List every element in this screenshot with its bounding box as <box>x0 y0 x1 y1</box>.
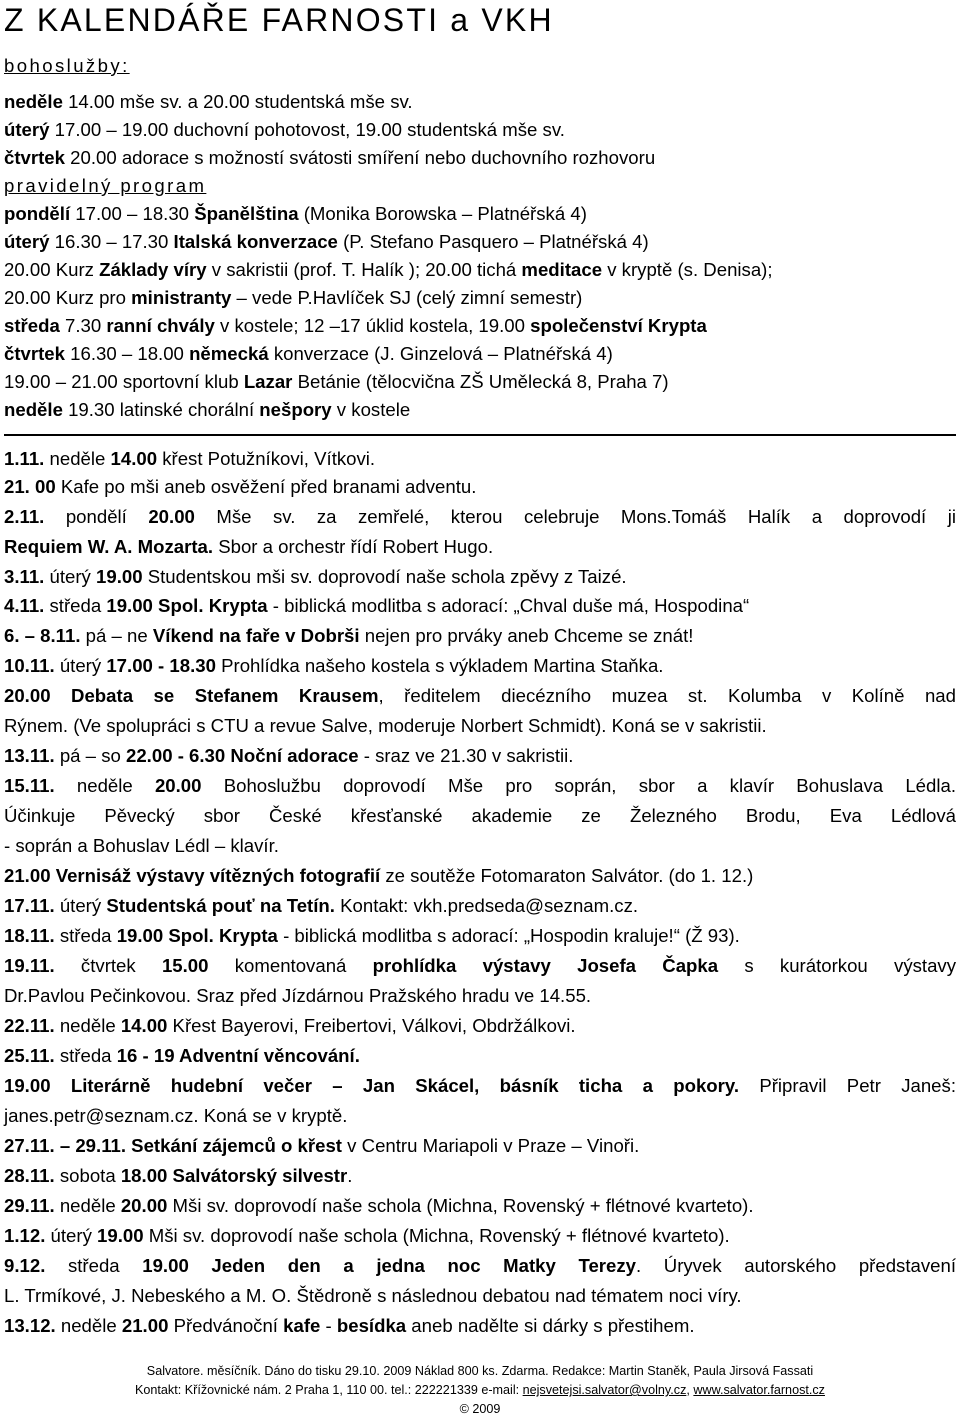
footer-copyright: © 2009 <box>459 1402 501 1416</box>
footer-imprint: Salvatore. měsíčník. Dáno do tisku 29.10. 2009 Náklad 800 ks. Zdarma. Redakce: Martin Staněk, Paula Jirsová Fassati <box>146 1364 814 1378</box>
event-29-11: 29.11. neděle 20.00 Mši sv. doprovodí naše schola (Michna, Rovenský + flétnové kvarteto). <box>4 1195 754 1216</box>
event-28-11: 28.11. sobota 18.00 Salvátorský silvestr. <box>4 1165 353 1186</box>
event-15-11-cont2: - soprán a Bohuslav Lédl – klavír. <box>4 835 279 856</box>
service-line-tuesday: úterý 17.00 – 19.00 duchovní pohotovost, 19.00 studentská mše sv. <box>4 119 565 140</box>
event-vernissage: 21.00 Vernisáž výstavy vítězných fotografií ze soutěže Fotomaraton Salvátor. (do 1. 12.) <box>4 865 754 886</box>
event-9-12-cont: L. Trmíkové, J. Nebeského a M. O. Štědroně s následnou debatou nad tématem noci víry. <box>4 1285 742 1306</box>
event-25-11-literary-cont: janes.petr@seznam.cz. Koná se v kryptě. <box>4 1105 348 1126</box>
event-15-11: 15.11. neděle 20.00 Bohoslužbu doprovodí Mše pro soprán, sbor a klavír Bohuslava Lédla. <box>4 775 956 796</box>
footer-email-link[interactable]: nejsvetejsi.salvator@volny.cz <box>522 1383 687 1397</box>
event-2-11-cont: Requiem W. A. Mozarta. Sbor a orchestr řídí Robert Hugo. <box>4 536 494 557</box>
service-line-thursday: čtvrtek 20.00 adorace s možností svátosti smíření nebo duchovního rozhovoru <box>4 147 656 168</box>
event-4-11: 4.11. středa 19.00 Spol. Krypta - biblická modlitba s adorací: „Chval duše má, Hospodina“ <box>4 595 750 616</box>
event-17-11: 17.11. úterý Studentská pouť na Tetín. Kontakt: vkh.predseda@seznam.cz. <box>4 895 639 916</box>
event-1-12: 1.12. úterý 19.00 Mši sv. doprovodí naše schola (Michna, Rovenský + flétnové kvarteto). <box>4 1225 730 1246</box>
program-line-monday: pondělí 17.00 – 18.30 Španělština (Monika Borowska – Platnéřská 4) <box>4 203 587 224</box>
program-line-sport: 19.00 – 21.00 sportovní klub Lazar Betánie (tělocvična ZŠ Umělecká 8, Praha 7) <box>4 371 669 392</box>
event-2-11: 2.11. pondělí 20.00 Mše sv. za zemřelé, kterou celebruje Mons.Tomáš Halík a doprovodí ji <box>4 506 956 527</box>
event-1-11-coffee: 21. 00 Kafe po mši aneb osvěžení před branami adventu. <box>4 476 477 497</box>
event-3-11: 3.11. úterý 19.00 Studentskou mši sv. doprovodí naše schola zpěvy z Taizé. <box>4 566 627 587</box>
section-divider <box>4 434 956 436</box>
footer-contact: Kontakt: Křížovnické nám. 2 Praha 1, 110 00. tel.: 222221339 e-mail: nejsvetejsi.salvator@volny.cz, www.salvator.farnost.cz <box>135 1383 825 1397</box>
footer-web-link[interactable]: www.salvator.farnost.cz <box>693 1383 825 1397</box>
event-9-12: 9.12. středa 19.00 Jeden den a jedna noc Matky Terezy. Úryvek autorského představení <box>4 1255 956 1276</box>
event-6-8-11: 6. – 8.11. pá – ne Víkend na faře v Dobrši nejen pro prváky aneb Chceme se znát! <box>4 625 694 646</box>
page-title: Z KALENDÁŘE FARNOSTI a VKH <box>4 2 554 38</box>
program-line-wednesday: středa 7.30 ranní chvály v kostele; 12 –17 úklid kostela, 19.00 společenství Krypta <box>4 315 707 336</box>
event-25-11: 25.11. středa 16 - 19 Adventní věncování. <box>4 1045 360 1066</box>
service-line-sunday: neděle 14.00 mše sv. a 20.00 studentská mše sv. <box>4 91 413 112</box>
program-heading: pravidelný program <box>4 175 207 196</box>
program-line-courses: 20.00 Kurz Základy víry v sakristii (prof. T. Halík ); 20.00 tichá meditace v kryptě (s. Denisa); <box>4 259 773 280</box>
event-1-11: 1.11. neděle 14.00 křest Potužníkovi, Vítkovi. <box>4 448 376 469</box>
program-line-tuesday: úterý 16.30 – 17.30 Italská konverzace (P. Stefano Pasquero – Platnéřská 4) <box>4 231 649 252</box>
event-22-11: 22.11. neděle 14.00 Křest Bayerovi, Freibertovi, Válkovi, Obdržálkovi. <box>4 1015 576 1036</box>
event-10-11-debate-cont: Rýnem. (Ve spolupráci s CTU a revue Salve, moderuje Norbert Schmidt). Koná se v sakristii. <box>4 715 767 736</box>
program-line-vespers: neděle 19.30 latinské chorální nešpory v kostele <box>4 399 411 420</box>
services-heading: bohoslužby: <box>4 55 130 76</box>
event-13-11: 13.11. pá – so 22.00 - 6.30 Noční adorace - sraz ve 21.30 v sakristii. <box>4 745 574 766</box>
event-15-11-cont: Účinkuje Pěvecký sbor České křesťanské akademie ze Železného Brodu, Eva Lédlová <box>4 805 956 826</box>
event-27-29-11: 27.11. – 29.11. Setkání zájemců o křest v Centru Mariapoli v Praze – Vinoři. <box>4 1135 640 1156</box>
event-10-11-debate: 20.00 Debata se Stefanem Krausem, ředitelem diecézního muzea st. Kolumba v Kolíně nad <box>4 685 956 706</box>
event-19-11: 19.11. čtvrtek 15.00 komentovaná prohlídka výstavy Josefa Čapka s kurátorkou výstavy <box>4 955 957 976</box>
event-25-11-literary: 19.00 Literárně hudební večer – Jan Skácel, básník ticha a pokory. Připravil Petr Janeš: <box>4 1075 956 1096</box>
event-18-11: 18.11. středa 19.00 Spol. Krypta - biblická modlitba s adorací: „Hospodin kraluje!“ (Ž 93). <box>4 925 740 946</box>
event-10-11: 10.11. úterý 17.00 - 18.30 Prohlídka našeho kostela s výkladem Martina Staňka. <box>4 655 664 676</box>
event-19-11-cont: Dr.Pavlou Pečinkovou. Sraz před Jízdárnou Pražského hradu ve 14.55. <box>4 985 592 1006</box>
event-13-12: 13.12. neděle 21.00 Předvánoční kafe - besídka aneb nadělte si dárky s přestihem. <box>4 1315 695 1336</box>
program-line-thursday: čtvrtek 16.30 – 18.00 německá konverzace (J. Ginzelová – Platnéřská 4) <box>4 343 613 364</box>
program-line-ministrants: 20.00 Kurz pro ministranty – vede P.Havlíček SJ (celý zimní semestr) <box>4 287 583 308</box>
